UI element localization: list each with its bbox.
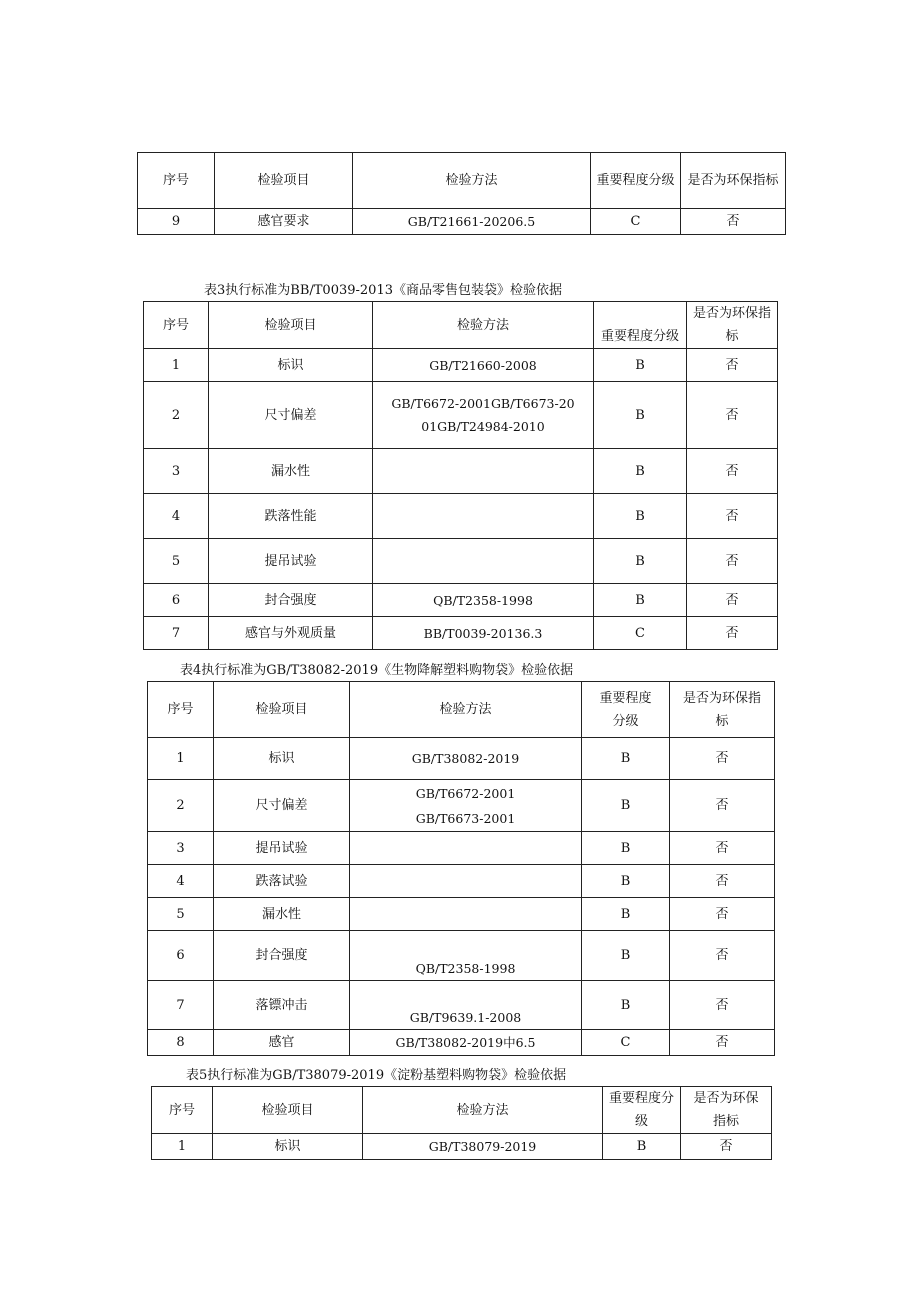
header-cell: 是否为环保指标 [687,302,778,349]
cell-env: 否 [670,981,775,1030]
table-header-row [144,302,778,349]
table-row [144,494,778,539]
cell-grade: C [594,617,687,650]
cell-grade: B [594,382,687,449]
cell-method: BB/T0039-20136.3 [373,617,594,650]
table-1 [137,152,786,235]
table-4 [147,681,775,1056]
table-4-caption: 表4执行标准为GB/T38082-2019《生物降解塑料购物袋》检验依据 [180,663,574,678]
cell-grade: B [582,898,670,931]
cell-method [373,494,594,539]
table-row [148,832,775,865]
header-cell: 序号 [144,302,209,349]
table-row [148,898,775,931]
cell-env: 否 [670,738,775,780]
cell-grade: B [594,539,687,584]
cell-env: 否 [670,780,775,832]
cell-index: 4 [144,494,209,539]
cell-index: 2 [148,780,214,832]
header-cell: 检验项目 [209,302,373,349]
cell-item: 落镖冲击 [214,981,350,1030]
cell-method: GB/T6672-2001GB/T6673-2001GB/T24984-2010 [373,382,594,449]
header-cell: 重要程度分级 [603,1087,681,1134]
cell-method: GB/T38082-2019中6.5 [350,1030,582,1056]
cell-grade: B [594,584,687,617]
cell-env: 否 [687,539,778,584]
cell-item: 尺寸偏差 [214,780,350,832]
cell-method [350,865,582,898]
table-row [148,1030,775,1056]
cell-env: 否 [670,898,775,931]
cell-index: 8 [148,1030,214,1056]
table-row [138,209,786,235]
header-cell: 重要程度分级 [582,682,670,738]
cell-item: 封合强度 [214,931,350,981]
cell-index: 5 [148,898,214,931]
table-row [148,931,775,981]
cell-item: 感官要求 [215,209,353,235]
table-header-row [152,1087,772,1134]
header-cell: 序号 [152,1087,213,1134]
header-cell: 重要程度分级 [591,153,681,209]
table-header-row [148,682,775,738]
header-cell: 是否为环保指标 [681,153,786,209]
cell-grade: B [582,738,670,780]
cell-env: 否 [687,617,778,650]
header-cell: 检验项目 [214,682,350,738]
table-row [148,738,775,780]
cell-index: 7 [148,981,214,1030]
cell-grade: B [594,349,687,382]
cell-method: GB/T38079-2019 [363,1134,603,1160]
cell-item: 跌落试验 [214,865,350,898]
table-5-caption: 表5执行标准为GB/T38079-2019《淀粉基塑料购物袋》检验依据 [186,1068,567,1083]
cell-env: 否 [687,449,778,494]
cell-item: 提吊试验 [214,832,350,865]
header-cell: 是否为环保指标 [681,1087,772,1134]
cell-grade: B [582,780,670,832]
table-row [144,349,778,382]
cell-index: 6 [148,931,214,981]
table-row [148,981,775,1030]
cell-env: 否 [670,865,775,898]
table-row [144,584,778,617]
cell-method [373,449,594,494]
cell-method [350,832,582,865]
cell-index: 1 [144,349,209,382]
table-row [152,1134,772,1160]
header-cell: 检验方法 [350,682,582,738]
table-row [144,539,778,584]
header-cell: 检验方法 [363,1087,603,1134]
cell-method: QB/T2358-1998 [373,584,594,617]
header-cell: 检验方法 [353,153,591,209]
cell-env: 否 [687,349,778,382]
header-cell: 序号 [138,153,215,209]
cell-item: 标识 [214,738,350,780]
cell-method [350,898,582,931]
cell-index: 4 [148,865,214,898]
table-5 [151,1086,772,1160]
cell-index: 1 [152,1134,213,1160]
header-cell: 是否为环保指标 [670,682,775,738]
cell-index: 9 [138,209,215,235]
cell-item: 封合强度 [209,584,373,617]
cell-method: GB/T6672-2001 GB/T6673-2001 [350,780,582,832]
header-cell: 检验项目 [213,1087,363,1134]
cell-item: 漏水性 [209,449,373,494]
cell-method: QB/T2358-1998 [350,931,582,981]
cell-index: 1 [148,738,214,780]
table-3-caption: 表3执行标准为BB/T0039-2013《商品零售包装袋》检验依据 [204,283,562,298]
cell-env: 否 [681,1134,772,1160]
table-header-row [138,153,786,209]
cell-env: 否 [687,584,778,617]
header-cell: 检验方法 [373,302,594,349]
cell-item: 漏水性 [214,898,350,931]
cell-grade: B [603,1134,681,1160]
cell-item: 跌落性能 [209,494,373,539]
cell-env: 否 [681,209,786,235]
cell-index: 2 [144,382,209,449]
cell-item: 尺寸偏差 [209,382,373,449]
cell-index: 3 [148,832,214,865]
table-row [144,617,778,650]
cell-env: 否 [670,931,775,981]
cell-grade: B [594,494,687,539]
table-row [148,865,775,898]
header-cell: 重要程度分级 [594,302,687,349]
cell-env: 否 [687,382,778,449]
cell-env: 否 [687,494,778,539]
cell-index: 3 [144,449,209,494]
table-row [144,382,778,449]
cell-item: 感官 [214,1030,350,1056]
cell-grade: B [582,981,670,1030]
cell-method: GB/T21660-2008 [373,349,594,382]
cell-grade: B [582,865,670,898]
cell-item: 标识 [209,349,373,382]
cell-grade: C [582,1030,670,1056]
cell-method [373,539,594,584]
cell-method: GB/T38082-2019 [350,738,582,780]
cell-item: 提吊试验 [209,539,373,584]
cell-env: 否 [670,1030,775,1056]
cell-method: GB/T21661-20206.5 [353,209,591,235]
table-row [148,780,775,832]
cell-index: 6 [144,584,209,617]
table-row [144,449,778,494]
cell-item: 感官与外观质量 [209,617,373,650]
cell-item: 标识 [213,1134,363,1160]
cell-grade: B [594,449,687,494]
cell-method: GB/T9639.1-2008 [350,981,582,1030]
cell-grade: C [591,209,681,235]
cell-index: 7 [144,617,209,650]
cell-index: 5 [144,539,209,584]
table-3 [143,301,778,650]
cell-grade: B [582,832,670,865]
header-cell: 序号 [148,682,214,738]
cell-env: 否 [670,832,775,865]
cell-grade: B [582,931,670,981]
header-cell: 检验项目 [215,153,353,209]
